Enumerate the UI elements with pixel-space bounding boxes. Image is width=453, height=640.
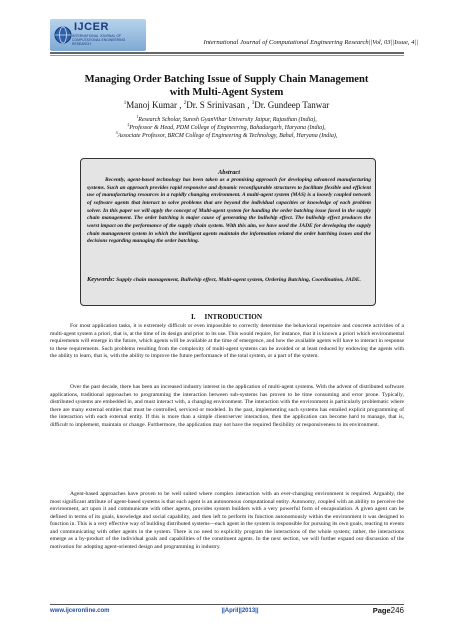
logo-subtitle: INTERNATIONAL JOURNAL OF COMPUTATIONAL ENGINEERING RESEARCH	[72, 34, 126, 46]
journal-logo	[50, 19, 146, 51]
footer-divider	[50, 604, 404, 605]
section-title: INTRODUCTION	[204, 313, 263, 321]
author-3-name: Dr. Gundeep Tanwar	[254, 100, 330, 110]
footer-date: ||April||2013||	[221, 608, 259, 614]
header-divider	[50, 52, 404, 54]
page-number: 246	[390, 606, 404, 615]
affiliation-3-num: 3	[115, 130, 118, 135]
abstract-heading: Abstract	[217, 169, 240, 176]
paper-title-line-1: Managing Order Batching Issue of Supply Chain Management	[84, 74, 369, 85]
body-paragraph-2: Over the past decade, there has been an increased industry interest in the application of multi-agent systems. With the advent of distributed software applications, traditional approaches to programming the interaction between sub-systems has proven to be time consuming and error prone. Typically, distributed systems are embedded in, and must interact with, a changing environment. The interaction with the environment is particularly problematic where there are many external entities that must be controlled, serviced or modeled. In the past, implementing such systems has entailed explicit programming of the interaction with each external entity. If this is more than a simple client/server interaction, then the application can become hard to manage, that is, difficult to implement, maintain or change. Furthermore, the application may not have the required flexibility or responsiveness to its environment.	[50, 384, 404, 428]
affiliation-1-text: Research Scholar, Suresh GyanVihar University Jaipur, Rajasthan (India),	[138, 117, 317, 123]
keywords-text: Supply chain management, Bullwhip effect, Multi-agent system, Ordering Batching, Coordination, JADE.	[116, 277, 361, 283]
keywords-label: Keywords:	[87, 276, 115, 283]
footer-website-link[interactable]: www.ijceronline.com	[50, 608, 110, 614]
journal-header-line: International Journal of Computational Engineering Research||Vol, 03||Issue, 4||	[203, 39, 418, 46]
abstract-text: Recently, agent-based technology has been taken as a promising approach for developing advanced manufacturing systems. Such an approach provides rapid responsive and dynamic reconfigurable structures to facilitate flexible and efficient use of manufacturing resources in a rapidly changing environment. A multi-agent system (MAS) is a loosely coupled network of software agents that interact to solve problems that are beyond the individual capacities or knowledge of each problem solver. In this paper we will apply the concept of Multi-agent system for handing the order batching issue faced in the supply chain management. The order batching is major cause of generating the bullwhip effect. The bullwhip effect produces the worst impact on the performance of the supply chain system. With this aim, we have used the JADE for developing the supply chain management system in which the intelligent agents maintain the information related the order batching issues and the decisions regarding managing the order batching.	[87, 177, 371, 245]
logo-globe-icon	[53, 23, 73, 47]
logo-name: IJCER	[74, 21, 109, 33]
body-paragraph-1: For most application tasks, it is extremely difficult or even impossible to correctly determine the behavioral repertoire and concrete activities of a multi-agent system a priori, that is, at the time of its design and prior to its use. This would require, for instance, that it is known a priori which environmental requirements will emerge in the future, which agents will be available at the time of emergence, and how the available agents will have to interact in response to these requirements. Such problems resulting from the complexity of multi-agent systems can be avoided or at least reduced by endowing the agents with the ability to learn, that is, with the ability to improve the future performance of the total system, or a part of the system.	[50, 323, 404, 360]
header-divider-thin	[50, 55, 404, 56]
affiliation-1-num: 1	[136, 114, 139, 119]
author-2-num: 2	[183, 101, 187, 106]
author-2-name: Dr. S Srinivasan ,	[186, 100, 250, 110]
paper-title-line-2: with Multi-Agent System	[169, 87, 284, 98]
abstract-box	[80, 158, 376, 306]
page-label: Page	[372, 606, 391, 615]
footer-page-number	[360, 606, 404, 615]
paper-title	[55, 73, 398, 99]
author-1-num: 1	[123, 101, 127, 106]
body-paragraph-3: Agent-based approaches have proven to be well suited where complex interaction with an ever-changing environment is required. Arguably, the most significant attribute of agent-based systems is that each agent is an autonomous computational entity. Autonomy, coupled with an ability to perceive the environment, act upon it and communicate with other agents, provides system builders with a very powerful form of encapsulation. A given agent can be defined in terms of its goals, knowledge and social capability, and then left to perform its function autonomously within the environment it was designed to function in. This is a very effective way of building distributed systems—each agent in the system is responsible for pursuing its own goals, reacting to events and communicating with other agents in the system. There is no need to explicitly program the interactions of the whole system; rather, the interactions emerge as a by-product of the individual goals and capabilities of the constituent agents. In the next section, we will further expand our discussion of the motivation for adopting agent-oriented design and programming in industry.	[50, 491, 404, 550]
author-3-num: 3	[251, 101, 255, 106]
author-list	[55, 100, 398, 110]
section-heading	[0, 313, 453, 321]
affiliation-2-num: 2	[127, 122, 130, 127]
section-number: I.	[190, 313, 196, 321]
affiliation-3	[55, 130, 398, 139]
affiliation-3-text: Associate Professor, BRCM College of Engineering & Technology, Bahal, Haryana (India),	[117, 133, 338, 139]
affiliation-2-text: Professor & Head, PDM College of Engineering, Bahadurgarh, Haryana (India),	[129, 125, 326, 131]
author-1-name: Manoj Kumar ,	[126, 100, 182, 110]
keywords	[87, 276, 371, 285]
